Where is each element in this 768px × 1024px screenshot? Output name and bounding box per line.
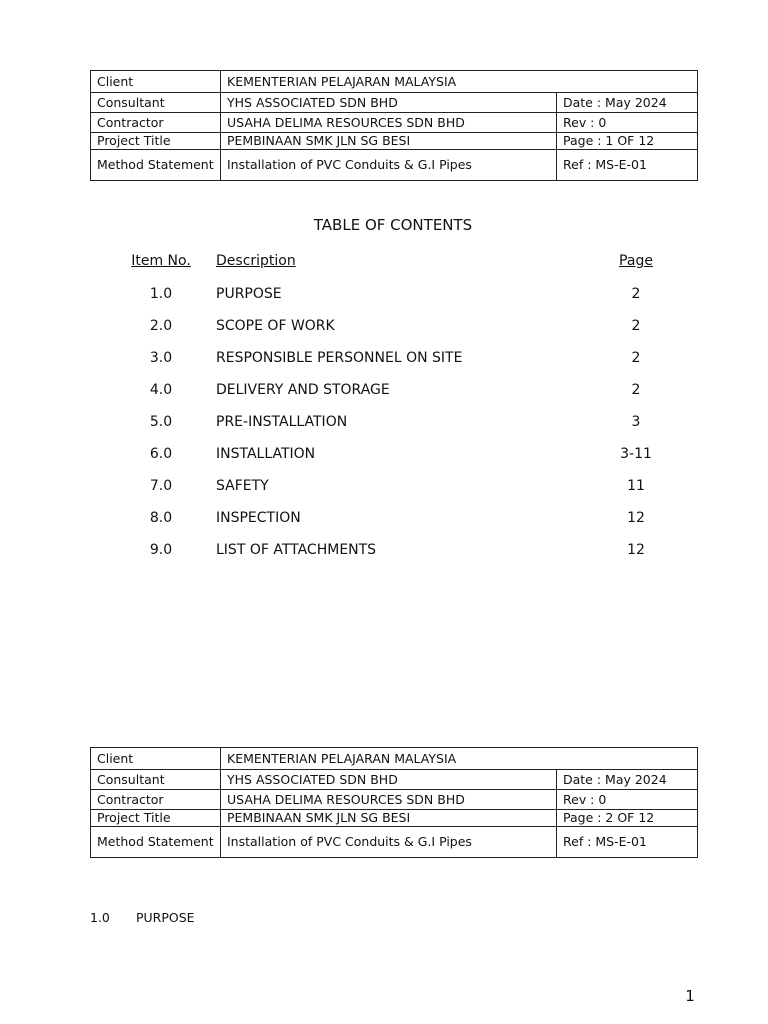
toc-row (0, 318, 768, 338)
reference-cell: Ref : MS-E-01 (557, 827, 698, 858)
toc-item-number: 4.0 (149, 382, 173, 398)
project-title-label: Project Title (91, 133, 221, 150)
client-label: Client (91, 748, 221, 770)
toc-item-number: 2.0 (149, 318, 173, 334)
toc-item-page: 3 (631, 414, 641, 430)
toc-item-number: 9.0 (149, 542, 173, 558)
document-header-table (90, 747, 698, 858)
consultant-value: YHS ASSOCIATED SDN BHD (221, 770, 557, 790)
toc-item-number: 1.0 (149, 286, 173, 302)
page-count-cell: Page : 1 OF 12 (557, 133, 698, 150)
toc-header-item-no: Item No. (131, 253, 191, 269)
toc-item-description: INSPECTION (216, 510, 301, 526)
toc-item-number: 5.0 (149, 414, 173, 430)
date-cell: Date : May 2024 (557, 770, 698, 790)
project-title-label: Project Title (91, 810, 221, 827)
contractor-label: Contractor (91, 113, 221, 133)
toc-item-description: SAFETY (216, 478, 269, 494)
toc-row (0, 478, 768, 498)
client-value: KEMENTERIAN PELAJARAN MALAYSIA (221, 71, 698, 93)
toc-item-page: 2 (631, 318, 641, 334)
section-title: PURPOSE (136, 910, 195, 925)
project-title-value: PEMBINAAN SMK JLN SG BESI (221, 133, 557, 150)
page-number: 1 (685, 987, 695, 1005)
toc-item-page: 2 (631, 350, 641, 366)
toc-header-row (0, 253, 768, 273)
toc-item-description: LIST OF ATTACHMENTS (216, 542, 377, 558)
consultant-label: Consultant (91, 770, 221, 790)
method-statement-value: Installation of PVC Conduits & G.I Pipes (221, 150, 557, 181)
toc-row (0, 542, 768, 562)
toc-header-page: Page (619, 253, 653, 269)
toc-item-number: 3.0 (149, 350, 173, 366)
contractor-label: Contractor (91, 790, 221, 810)
toc-item-description: DELIVERY AND STORAGE (216, 382, 390, 398)
toc-row (0, 350, 768, 370)
toc-row (0, 446, 768, 466)
toc-row (0, 382, 768, 402)
toc-item-description: PURPOSE (216, 286, 282, 302)
toc-item-description: RESPONSIBLE PERSONNEL ON SITE (216, 350, 463, 366)
document-header-table (90, 70, 698, 181)
toc-item-description: SCOPE OF WORK (216, 318, 335, 334)
date-cell: Date : May 2024 (557, 93, 698, 113)
toc-item-description: PRE-INSTALLATION (216, 414, 348, 430)
toc-item-page: 12 (627, 510, 645, 526)
toc-item-number: 8.0 (149, 510, 173, 526)
consultant-value: YHS ASSOCIATED SDN BHD (221, 93, 557, 113)
toc-item-page: 2 (631, 286, 641, 302)
contractor-value: USAHA DELIMA RESOURCES SDN BHD (221, 113, 557, 133)
contractor-value: USAHA DELIMA RESOURCES SDN BHD (221, 790, 557, 810)
method-statement-label: Method Statement (91, 150, 221, 181)
client-label: Client (91, 71, 221, 93)
toc-item-number: 6.0 (149, 446, 173, 462)
client-value: KEMENTERIAN PELAJARAN MALAYSIA (221, 748, 698, 770)
toc-row (0, 510, 768, 530)
consultant-label: Consultant (91, 93, 221, 113)
page-count-cell: Page : 2 OF 12 (557, 810, 698, 827)
toc-item-page: 12 (627, 542, 645, 558)
toc-header-description: Description (216, 253, 296, 269)
toc-item-description: INSTALLATION (216, 446, 316, 462)
toc-item-page: 2 (631, 382, 641, 398)
section-number: 1.0 (90, 910, 110, 925)
toc-item-number: 7.0 (149, 478, 173, 494)
toc-title: TABLE OF CONTENTS (313, 216, 473, 234)
method-statement-label: Method Statement (91, 827, 221, 858)
method-statement-value: Installation of PVC Conduits & G.I Pipes (221, 827, 557, 858)
toc-item-page: 11 (627, 478, 645, 494)
toc-item-page: 3-11 (620, 446, 652, 462)
revision-cell: Rev : 0 (557, 790, 698, 810)
reference-cell: Ref : MS-E-01 (557, 150, 698, 181)
toc-row (0, 414, 768, 434)
section-heading (90, 910, 195, 925)
project-title-value: PEMBINAAN SMK JLN SG BESI (221, 810, 557, 827)
revision-cell: Rev : 0 (557, 113, 698, 133)
toc-row (0, 286, 768, 306)
